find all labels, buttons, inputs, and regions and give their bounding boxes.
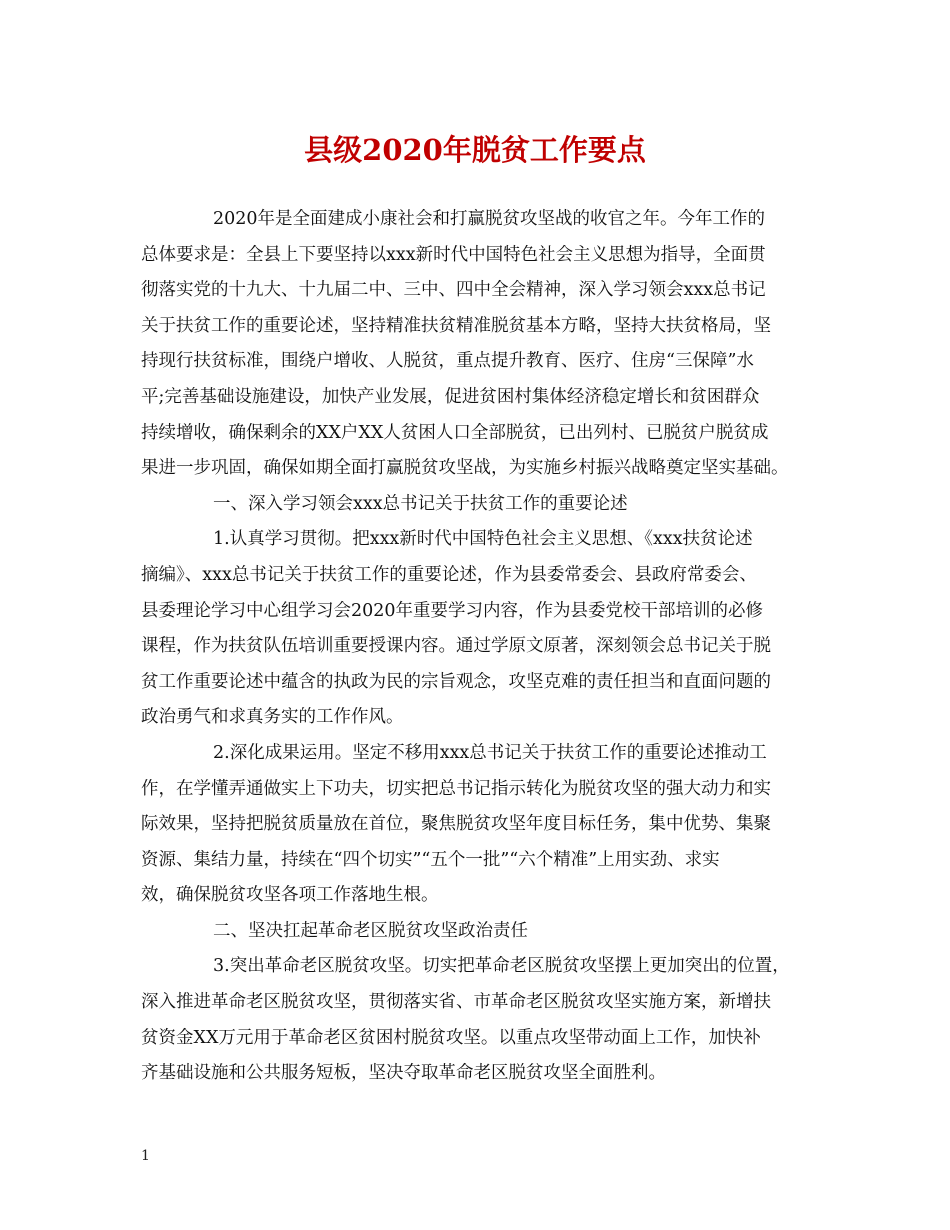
text-line: 二、坚决扛起革命老区脱贫攻坚政治责任	[213, 920, 528, 941]
text-line: 资源、集结力量，持续在“四个切实”“五个一批”“六个精准”上用实劲、求实	[141, 849, 720, 870]
text-line: 果进一步巩固，确保如期全面打赢脱贫攻坚战，为实施乡村振兴战略奠定坚实基础。	[141, 458, 789, 479]
text-line: 2020年是全面建成小康社会和打赢脱贫攻坚战的收官之年。今年工作的	[213, 209, 766, 229]
text-line: 持续增收，确保剩余的XX户XX人贫困人口全部脱贫，已出列村、已脱贫户脱贫成	[141, 422, 769, 443]
text-line: 贫工作重要论述中蕴含的执政为民的宗旨观念，攻坚克难的责任担当和直面问题的	[141, 671, 771, 692]
text-line: 课程，作为扶贫队伍培训重要授课内容。通过学原文原著，深刻领会总书记关于脱	[141, 636, 771, 657]
text-line: 效，确保脱贫攻坚各项工作落地生根。	[141, 885, 439, 906]
text-line: 总体要求是：全县上下要坚持以xxx新时代中国特色社会主义思想为指导，全面贯	[141, 244, 766, 265]
text-line: 1.认真学习贯彻。把xxx新时代中国特色社会主义思想、《xxx扶贫论述	[213, 529, 753, 550]
text-line: 政治勇气和求真务实的工作作风。	[141, 707, 404, 728]
document-body	[141, 202, 821, 1092]
text-line: 平;完善基础设施建设，加快产业发展，促进贫困村集体经济稳定增长和贫困群众	[141, 386, 760, 407]
text-line: 2.深化成果运用。坚定不移用xxx总书记关于扶贫工作的重要论述推动工	[213, 742, 767, 763]
text-line: 3.突出革命老区脱贫攻坚。切实把革命老区脱贫攻坚摆上更加突出的位置，	[213, 956, 790, 977]
text-line: 摘编》、xxx总书记关于扶贫工作的重要论述，作为县委常委会、县政府常委会、	[141, 564, 757, 585]
text-line: 持现行扶贫标准，围绕户增收、人脱贫，重点提升教育、医疗、住房“三保障”水	[141, 351, 754, 372]
text-line: 作，在学懂弄通做实上下功夫，切实把总书记指示转化为脱贫攻坚的强大动力和实	[141, 778, 771, 799]
text-line: 关于扶贫工作的重要论述，坚持精准扶贫精准脱贫基本方略，坚持大扶贫格局，坚	[141, 315, 771, 336]
text-line: 深入推进革命老区脱贫攻坚，贯彻落实省、市革命老区脱贫攻坚实施方案，新增扶	[141, 992, 771, 1013]
text-line: 际效果，坚持把脱贫质量放在首位，聚焦脱贫攻坚年度目标任务，集中优势、集聚	[141, 814, 771, 835]
text-line: 彻落实党的十九大、十九届二中、三中、四中全会精神，深入学习领会xxx总书记	[141, 280, 766, 301]
document-title: 县级2020年脱贫工作要点	[304, 133, 646, 167]
text-line: 县委理论学习中心组学习会2020年重要学习内容，作为县委党校干部培训的必修	[141, 600, 764, 621]
text-line: 一、深入学习领会xxx总书记关于扶贫工作的重要论述	[213, 493, 628, 514]
page-number: 1	[141, 1148, 150, 1164]
text-line: 齐基础设施和公共服务短板，坚决夺取革命老区脱贫攻坚全面胜利。	[141, 1063, 666, 1084]
text-line: 贫资金XX万元用于革命老区贫困村脱贫攻坚。以重点攻坚带动面上工作，加快补	[141, 1027, 761, 1048]
